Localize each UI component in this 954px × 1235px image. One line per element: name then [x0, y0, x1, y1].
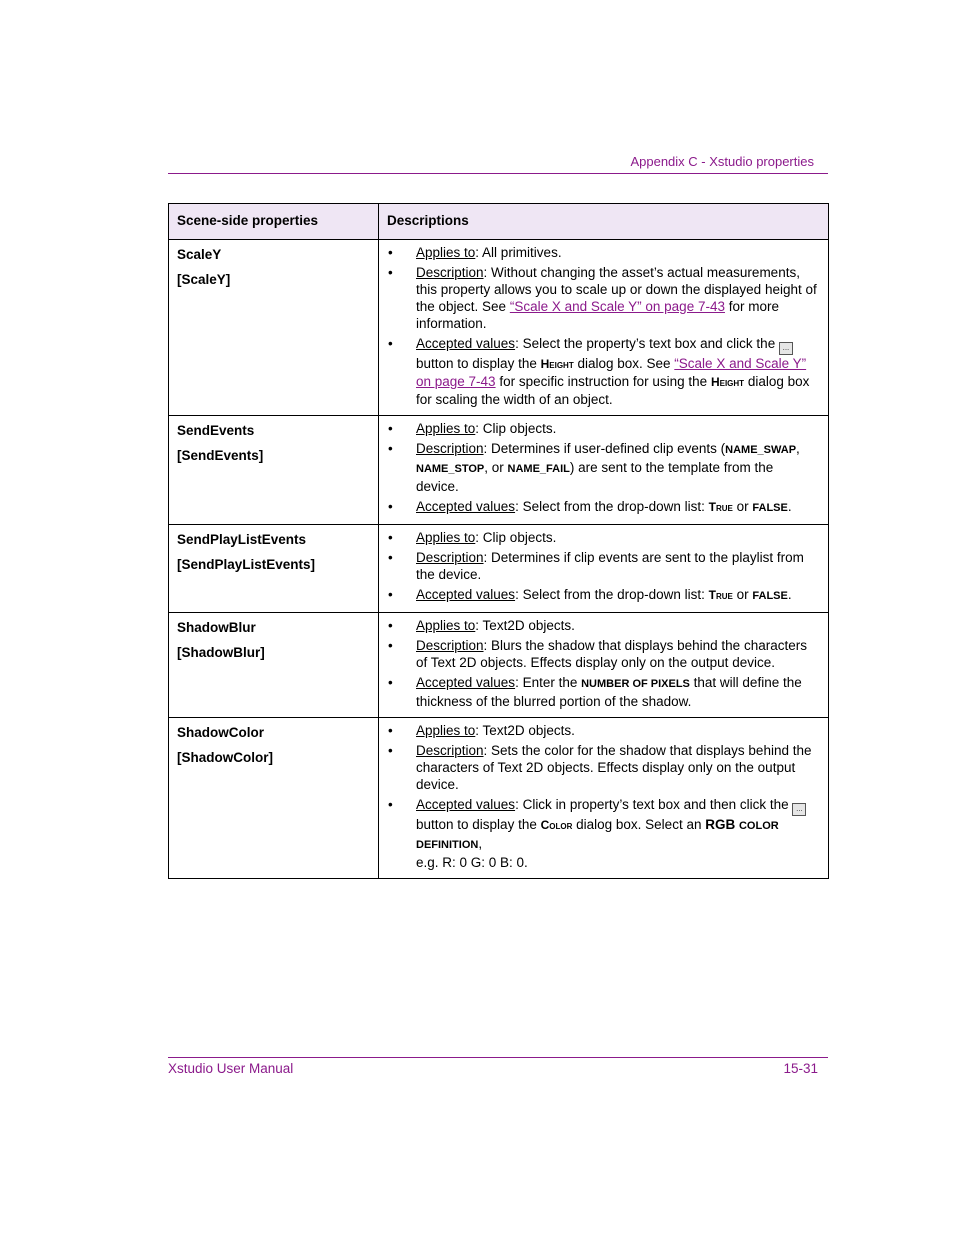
- list-item: • Applies to: All primitives.: [388, 245, 562, 260]
- description-cell: [379, 240, 829, 416]
- properties-table: [168, 203, 829, 879]
- list-item: • Description: Without changing the asset’s actual measurements, this property allows you to scale up or down the displayed height of the object. See “Scale X and Scale Y” on page 7-43 for more information.: [388, 265, 817, 331]
- property-bracket: [SendPlayListEvents]: [177, 557, 316, 572]
- property-bracket: [SendEvents]: [177, 448, 264, 463]
- cross-reference-link[interactable]: “Scale X and Scale Y” on page 7-43: [416, 356, 807, 389]
- list-item: • Description: Determines if user-defined clip events (NAME_SWAP, NAME_STOP, or NAME_FAIL) are sent to the template from the device.: [388, 441, 800, 494]
- list-item: • Accepted values: Enter the NUMBER OF PIXELS that will define the thickness of the blurred portion of the shadow.: [388, 675, 802, 709]
- property-name: ShadowColor: [177, 725, 264, 740]
- description-cell: [379, 718, 829, 879]
- table-row: [169, 718, 829, 879]
- property-name: SendPlayListEvents: [177, 532, 307, 547]
- property-bracket: [ShadowColor]: [177, 750, 273, 765]
- property-cell: [169, 416, 379, 525]
- table-row: [169, 416, 829, 525]
- table-row: [169, 240, 829, 416]
- list-item: • Applies to: Text2D objects.: [388, 618, 575, 633]
- list-item: • Accepted values: Click in property’s text box and then click the ... button to display the Color dialog box. Select an RGB COLOR DEFINITION, e.g. R: 0 G: 0 B: 0.: [387, 796, 818, 871]
- ellipsis-button-icon: ...: [792, 803, 806, 816]
- description-cell: [379, 416, 829, 525]
- list-item: • Accepted values: Select from the drop-down list: True or FALSE.: [388, 587, 792, 602]
- column-header-properties: Scene-side properties: [169, 204, 379, 240]
- property-bracket: [ShadowBlur]: [177, 645, 265, 660]
- property-name: ShadowBlur: [177, 620, 256, 635]
- ellipsis-button-icon: ...: [779, 342, 793, 355]
- page-footer: [168, 1057, 828, 1076]
- list-item: • Applies to: Text2D objects.: [388, 723, 575, 738]
- description-cell: [379, 525, 829, 613]
- property-cell: [169, 240, 379, 416]
- table-row: [169, 525, 829, 613]
- property-name: SendEvents: [177, 423, 255, 438]
- list-item: • Applies to: Clip objects.: [388, 530, 557, 545]
- cross-reference-link[interactable]: “Scale X and Scale Y” on page 7-43: [509, 299, 725, 314]
- description-cell: [379, 613, 829, 718]
- table-header-row: [169, 204, 829, 240]
- page-number: 15-31: [783, 1061, 818, 1076]
- footer-manual-title: Xstudio User Manual: [168, 1061, 294, 1076]
- property-name: ScaleY: [177, 247, 222, 262]
- table-row: [169, 613, 829, 718]
- property-cell: [169, 613, 379, 718]
- property-cell: [169, 718, 379, 879]
- column-header-descriptions: Descriptions: [379, 204, 829, 240]
- list-item: • Description: Blurs the shadow that displays behind the characters of Text 2D objects. Effects display only on the output device.: [388, 638, 807, 670]
- page-header: [168, 153, 828, 174]
- list-item: • Accepted values: Select from the drop-down list: True or FALSE.: [388, 499, 792, 514]
- list-item: • Description: Sets the color for the shadow that displays behind the characters of Text 2D objects. Effects display only on the output device.: [388, 743, 812, 792]
- property-bracket: [ScaleY]: [177, 272, 231, 287]
- list-item: • Description: Determines if clip events are sent to the playlist from the device.: [388, 550, 804, 582]
- header-title: Appendix C - Xstudio properties: [630, 154, 814, 169]
- list-item: • Accepted values: Select the property’s text box and click the ... button to display the Height dialog box. See “Scale X and Scale Y” on page 7-43 for specific instruction for using the Height dialog box for scaling the width of an object.: [388, 336, 810, 407]
- list-item: • Applies to: Clip objects.: [388, 421, 557, 436]
- property-cell: [169, 525, 379, 613]
